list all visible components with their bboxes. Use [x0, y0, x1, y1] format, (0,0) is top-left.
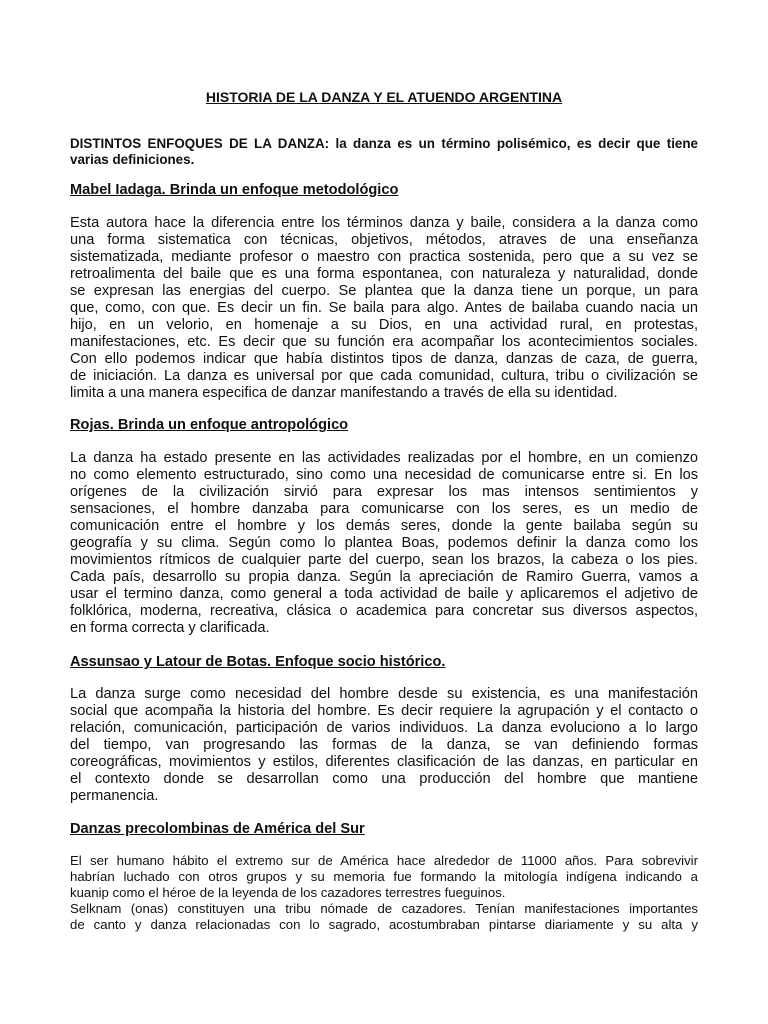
text-line: Cada país, desarrollo su propia danza. Según la apreciación de Ramiro Guerra, vamos a [70, 569, 698, 585]
text-line: que, como, con que. Es decir un fin. Se baila para algo. Antes de bailaba cuando nacia un [70, 300, 698, 316]
text-line: de canto y danza relacionadas con lo sagrado, acostumbraban pintarse diariamente y su alta y [70, 917, 698, 932]
text-line: relación, comunicación, participación de varios individuos. La danza evoluciono a lo largo [70, 720, 698, 736]
text-line: de iniciación. La danza es universal por que cada comunidad, cultura, tribu o civilización se [70, 368, 698, 384]
text-line: permanencia. [70, 788, 159, 804]
text-line: geografía y su clima. Según como lo plantea Boas, podemos definir la danza como los [70, 535, 698, 551]
section-heading-antropologico: Rojas. Brinda un enfoque antropológico [70, 417, 349, 433]
text-line: habrían luchado con otros grupos y su memoria fue formando la mitología indígena indicando a [70, 869, 698, 884]
text-line: una forma sistematica con técnicas, objetivos, métodos, atraves de una enseñanza [70, 232, 698, 248]
text-line: social que acompaña la historia del hombre. Es decir requiere la agrupación y el contacto o [70, 703, 698, 719]
text-line: hijo, en un velorio, en homenaje a su Dios, en una actividad rural, en protestas, [70, 317, 698, 333]
text-line: Selknam (onas) constituyen una tribu nómade de cazadores. Tenían manifestaciones importantes [70, 901, 698, 916]
text-line: en forma correcta y clarificada. [70, 620, 270, 636]
section-heading-socio-historico: Assunsao y Latour de Botas. Enfoque socio histórico. [70, 654, 446, 670]
text-line: El ser humano hábito el extremo sur de América hace alrededor de 11000 años. Para sobrevivir [70, 853, 698, 868]
text-line: manifestaciones, etc. Es decir que su función era acompañar los acontecimientos sociales. [70, 334, 698, 350]
text-line: no como elemento estructurado, sino como una necesidad de comunicarse entre si. En los [70, 467, 698, 483]
text-line: Con ello podemos indicar que había distintos tipos de danza, danzas de caza, de guerra, [70, 351, 698, 367]
text-line: retroalimenta del baile que es una forma espontanea, con naturaleza y naturalidad, donde [70, 266, 698, 282]
text-line: sensaciones, el hombre danzaba para comunicarse con los seres, es un medio de [70, 501, 698, 517]
text-line: coreográficas, movimientos y estilos, diferentes clasificación de las danzas, en particular en [70, 754, 698, 770]
text-line: Esta autora hace la diferencia entre los términos danza y baile, considera a la danza como [70, 215, 698, 231]
text-line: sistematizada, mediante profesor o maestro con practica sostenida, pero que a su vez se [70, 249, 698, 265]
intro-paragraph: DISTINTOS ENFOQUES DE LA DANZA: la danza es un término polisémico, es decir que tiene varias definiciones. [70, 136, 698, 167]
text-line: se expresan las energias del cuerpo. Se plantea que la danza tiene un porque, un para [70, 283, 698, 299]
section-body-socio-historico [70, 686, 698, 805]
text-line: usar el termino danza, como general a toda actividad de baile y aplicaremos el adjetivo de [70, 586, 698, 602]
section-heading-metodologico: Mabel Iadaga. Brinda un enfoque metodológico [70, 182, 399, 198]
text-line: folklórica, moderna, recreativa, clásica o academica para concretar sus diversos aspectos, [70, 603, 698, 619]
section-body-metodologico [70, 215, 698, 402]
section-body-precolombinas [70, 853, 698, 933]
section-body-antropologico [70, 450, 698, 637]
text-line: La danza surge como necesidad del hombre desde su existencia, es una manifestación [70, 686, 698, 702]
text-line: La danza ha estado presente en las actividades realizadas por el hombre, en un comienzo [70, 450, 698, 466]
text-line: kuanip como el héroe de la leyenda de los cazadores terrestres fueguinos. [70, 885, 506, 900]
section-heading-precolombinas: Danzas precolombinas de América del Sur [70, 821, 365, 837]
text-line: limita a una manera especifica de danzar manifestando a través de ella su identidad. [70, 385, 618, 401]
text-line: del tiempo, van progresando las formas de la danza, se van definiendo formas [70, 737, 698, 753]
text-line: el contexto donde se desarrollan como una producción del hombre que mantiene [70, 771, 698, 787]
text-line: comunicación entre el hombre y los demás seres, donde la gente bailaba según su [70, 518, 698, 534]
text-line: movimientos rítmicos de cualquier parte del cuerpo, sean los brazos, la cabeza o los pies. [70, 552, 698, 568]
document-title: HISTORIA DE LA DANZA Y EL ATUENDO ARGENTINA [205, 89, 563, 105]
text-line: orígenes de la civilización sirvió para expresar los mas intensos sentimientos y [70, 484, 698, 500]
